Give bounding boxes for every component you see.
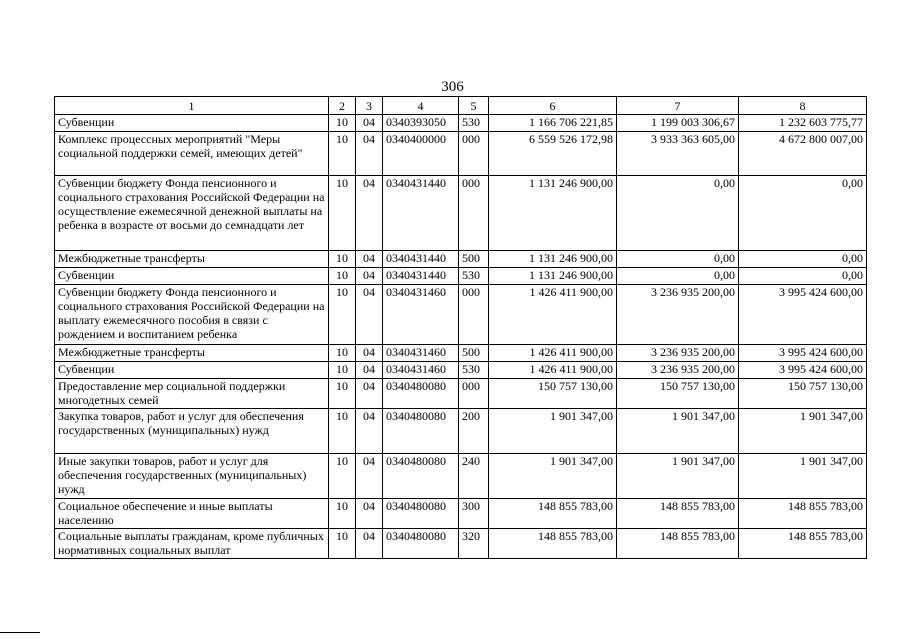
amount-col7: 0,00 [617,176,739,251]
table-row [55,499,867,529]
amount-col7: 150 757 130,00 [617,379,739,409]
table-row [55,454,867,499]
amount-col8: 150 757 130,00 [739,379,867,409]
amount-col6: 6 559 526 172,98 [489,132,617,176]
code-target: 0340480080 [383,499,459,529]
code-expense-type: 240 [459,454,489,499]
row-name: Предоставление мер социальной поддержки многодетных семей [55,379,329,409]
amount-col7: 148 855 783,00 [617,499,739,529]
table-row [55,115,867,132]
code-section: 10 [329,529,356,559]
row-name: Субвенции бюджету Фонда пенсионного и социального страхования Российской Федерации на осуществление ежемесячной денежной выплаты на ребенка в возрасте от восьми до семнадцати лет [55,176,329,251]
code-expense-type: 530 [459,115,489,132]
code-target: 0340400000 [383,132,459,176]
amount-col6: 150 757 130,00 [489,379,617,409]
code-section: 10 [329,251,356,268]
table-row [55,268,867,285]
amount-col7: 148 855 783,00 [617,529,739,559]
amount-col8: 1 901 347,00 [739,409,867,454]
amount-col8: 3 995 424 600,00 [739,285,867,345]
code-subsection: 04 [356,345,383,362]
amount-col7: 1 199 003 306,67 [617,115,739,132]
amount-col6: 1 901 347,00 [489,409,617,454]
code-section: 10 [329,409,356,454]
code-expense-type: 320 [459,529,489,559]
code-subsection: 04 [356,362,383,379]
amount-col6: 1 131 246 900,00 [489,176,617,251]
code-section: 10 [329,345,356,362]
amount-col6: 1 166 706 221,85 [489,115,617,132]
code-subsection: 04 [356,499,383,529]
code-section: 10 [329,132,356,176]
amount-col7: 3 933 363 605,00 [617,132,739,176]
row-name: Закупка товаров, работ и услуг для обеспечения государственных (муниципальных) нужд [55,409,329,454]
amount-col7: 3 236 935 200,00 [617,362,739,379]
row-name: Субвенции бюджету Фонда пенсионного и социального страхования Российской Федерации на выплату ежемесячного пособия в связи с рождением и воспитанием ребенка [55,285,329,345]
code-subsection: 04 [356,176,383,251]
code-section: 10 [329,379,356,409]
code-section: 10 [329,362,356,379]
table-row [55,362,867,379]
code-expense-type: 000 [459,379,489,409]
code-subsection: 04 [356,268,383,285]
column-header: 5 [459,97,489,115]
table-row [55,132,867,176]
amount-col6: 1 131 246 900,00 [489,251,617,268]
code-target: 0340431440 [383,176,459,251]
amount-col7: 3 236 935 200,00 [617,285,739,345]
code-expense-type: 000 [459,132,489,176]
code-target: 0340431460 [383,362,459,379]
amount-col6: 148 855 783,00 [489,529,617,559]
amount-col8: 3 995 424 600,00 [739,345,867,362]
code-section: 10 [329,176,356,251]
code-expense-type: 200 [459,409,489,454]
row-name: Социальные выплаты гражданам, кроме публичных нормативных социальных выплат [55,529,329,559]
amount-col8: 148 855 783,00 [739,529,867,559]
code-target: 0340431460 [383,345,459,362]
code-target: 0340480080 [383,409,459,454]
table-row [55,529,867,559]
budget-table [54,96,867,559]
amount-col8: 0,00 [739,251,867,268]
amount-col7: 1 901 347,00 [617,454,739,499]
code-section: 10 [329,499,356,529]
column-header: 7 [617,97,739,115]
amount-col8: 1 901 347,00 [739,454,867,499]
amount-col6: 1 426 411 900,00 [489,345,617,362]
code-expense-type: 500 [459,251,489,268]
code-subsection: 04 [356,454,383,499]
code-target: 0340431440 [383,268,459,285]
code-target: 0340480080 [383,454,459,499]
amount-col8: 3 995 424 600,00 [739,362,867,379]
code-expense-type: 000 [459,176,489,251]
code-subsection: 04 [356,115,383,132]
amount-col8: 1 232 603 775,77 [739,115,867,132]
table-row [55,345,867,362]
code-target: 0340480080 [383,379,459,409]
code-expense-type: 530 [459,362,489,379]
amount-col6: 1 426 411 900,00 [489,285,617,345]
code-target: 0340480080 [383,529,459,559]
amount-col7: 3 236 935 200,00 [617,345,739,362]
amount-col7: 0,00 [617,268,739,285]
table-row [55,285,867,345]
amount-col8: 0,00 [739,268,867,285]
code-expense-type: 500 [459,345,489,362]
table-row [55,176,867,251]
amount-col6: 1 901 347,00 [489,454,617,499]
amount-col6: 148 855 783,00 [489,499,617,529]
amount-col7: 1 901 347,00 [617,409,739,454]
column-header: 1 [55,97,329,115]
amount-col6: 1 131 246 900,00 [489,268,617,285]
row-name: Иные закупки товаров, работ и услуг для обеспечения государственных (муниципальных) нужд [55,454,329,499]
amount-col8: 4 672 800 007,00 [739,132,867,176]
page-edge-line [0,632,40,633]
code-subsection: 04 [356,529,383,559]
code-section: 10 [329,454,356,499]
code-target: 0340393050 [383,115,459,132]
code-section: 10 [329,285,356,345]
row-name: Субвенции [55,362,329,379]
code-expense-type: 300 [459,499,489,529]
row-name: Социальное обеспечение и иные выплаты населению [55,499,329,529]
row-name: Субвенции [55,268,329,285]
amount-col7: 0,00 [617,251,739,268]
code-target: 0340431440 [383,251,459,268]
code-target: 0340431460 [383,285,459,345]
code-expense-type: 530 [459,268,489,285]
row-name: Межбюджетные трансферты [55,345,329,362]
amount-col8: 148 855 783,00 [739,499,867,529]
code-subsection: 04 [356,132,383,176]
code-section: 10 [329,115,356,132]
table-row [55,409,867,454]
row-name: Субвенции [55,115,329,132]
column-header: 8 [739,97,867,115]
row-name: Комплекс процессных мероприятий "Меры социальной поддержки семей, имеющих детей" [55,132,329,176]
column-header: 4 [383,97,459,115]
code-subsection: 04 [356,251,383,268]
code-subsection: 04 [356,285,383,345]
code-expense-type: 000 [459,285,489,345]
header-row [55,97,867,115]
row-name: Межбюджетные трансферты [55,251,329,268]
column-header: 2 [329,97,356,115]
code-section: 10 [329,268,356,285]
page-number: 306 [441,79,464,95]
column-header: 3 [356,97,383,115]
code-subsection: 04 [356,379,383,409]
column-header: 6 [489,97,617,115]
code-subsection: 04 [356,409,383,454]
table-row [55,379,867,409]
amount-col6: 1 426 411 900,00 [489,362,617,379]
table-row [55,251,867,268]
amount-col8: 0,00 [739,176,867,251]
